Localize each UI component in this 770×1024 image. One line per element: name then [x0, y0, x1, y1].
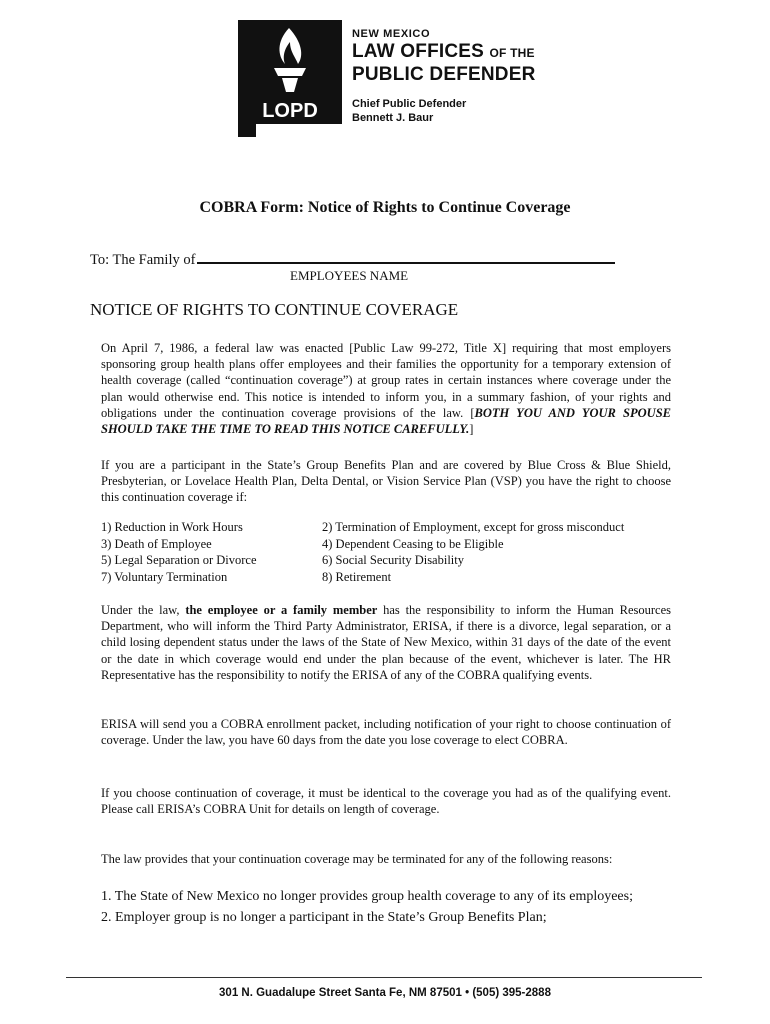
employees-name-label: EMPLOYEES NAME — [290, 268, 409, 283]
para3-start: Under the law, — [101, 603, 186, 617]
to-line — [90, 250, 615, 269]
event-item: 1) Reduction in Work Hours — [101, 520, 243, 534]
chief-name: Bennett J. Baur — [352, 112, 434, 124]
footer-divider — [66, 977, 702, 978]
logo-text: LOPD — [262, 100, 318, 122]
list-item: 1. The State of New Mexico no longer provides group health coverage to any of its employees; — [101, 889, 633, 904]
paragraph-responsibility — [101, 602, 671, 683]
paragraph-enrollment: ERISA will send you a COBRA enrollment packet, including notification of your right to choose continuation of coverage. Under the law, you have 60 days from the date you lose coverage to elect COBRA. — [101, 717, 671, 748]
org-line-2-main: LAW OFFICES — [352, 41, 485, 62]
event-item: 4) Dependent Ceasing to be Eligible — [322, 536, 504, 551]
paragraph-eligibility: If you are a participant in the State’s Group Benefits Plan and are covered by Blue Cross & Blue Shield, Presbyterian, or Lovelace Health Plan, Delta Dental, or Vision Service Plan (VSP) you have the right to choose this continuation coverage if: — [101, 458, 671, 505]
org-name — [352, 28, 536, 125]
org-line-2 — [352, 41, 536, 64]
section-heading: NOTICE OF RIGHTS TO CONTINUE COVERAGE — [90, 300, 459, 319]
para3-bold: the employee or a family member — [185, 603, 378, 617]
list-item: 2. Employer group is no longer a participant in the State’s Group Benefits Plan; — [101, 910, 547, 925]
org-line-3: PUBLIC DEFENDER — [352, 64, 536, 85]
para1-end: ] — [469, 422, 474, 437]
paragraph-intro — [101, 340, 671, 437]
event-item: 8) Retirement — [322, 569, 392, 584]
page-title: COBRA Form: Notice of Rights to Continue Coverage — [199, 199, 571, 216]
event-item: 3) Death of Employee — [101, 536, 212, 551]
events-row — [101, 552, 701, 569]
footer-address: 301 N. Guadalupe Street Santa Fe, NM 87501 • (505) 395-2888 — [219, 987, 551, 999]
events-row — [101, 569, 701, 586]
event-item: 5) Legal Separation or Divorce — [101, 553, 257, 567]
event-item: 2) Termination of Employment, except for gross misconduct — [322, 520, 625, 534]
employee-name-field[interactable] — [197, 250, 615, 264]
lopd-logo — [238, 20, 342, 138]
paragraph-termination-intro: The law provides that your continuation coverage may be terminated for any of the following reasons: — [101, 852, 613, 866]
event-item: 7) Voluntary Termination — [101, 569, 228, 584]
termination-reasons-list — [101, 886, 633, 928]
para3-rest: has the responsibility to inform the Human Resources Department, who will inform the Third Party Administrator, ERISA, if there is a divorce, legal separation, or a child losing dependent status under the laws of the State of New Mexico, within 31 days of the date of the event or the date in which coverage would end under the plan because of the event, whichever is later. The HR Representative has the responsibility to notify the ERISA of any of the COBRA qualifying events. — [101, 603, 671, 682]
org-line-2-small: OF THE — [489, 46, 535, 60]
to-label: To: The Family of — [90, 252, 196, 268]
events-row — [101, 519, 701, 536]
chief-title: Chief Public Defender — [352, 98, 467, 110]
para1-text: On April 7, 1986, a federal law was enacted [Public Law 99-272, Title X] requiring that most employers sponsoring group health plans offer employees and their families the opportunity for a temporary extension of health coverage (called “continuation coverage”) at group rates in certain instances where coverage under the plan would otherwise end. This notice is intended to inform you, in a summary fashion, of your rights and obligations under the continuation coverage provisions of the law. [ — [101, 341, 671, 420]
qualifying-events-list — [101, 519, 701, 585]
events-row — [101, 536, 701, 553]
org-state: NEW MEXICO — [352, 28, 431, 40]
event-item: 6) Social Security Disability — [322, 553, 464, 567]
para1-emphasis: BOTH YOU AND YOUR SPOUSE SHOULD TAKE THE TIME TO READ THIS NOTICE CAREFULLY. — [101, 405, 671, 437]
paragraph-identical-coverage: If you choose continuation of coverage, it must be identical to the coverage you had as of the qualifying event. Please call ERISA’s COBRA Unit for details on length of coverage. — [101, 786, 671, 817]
